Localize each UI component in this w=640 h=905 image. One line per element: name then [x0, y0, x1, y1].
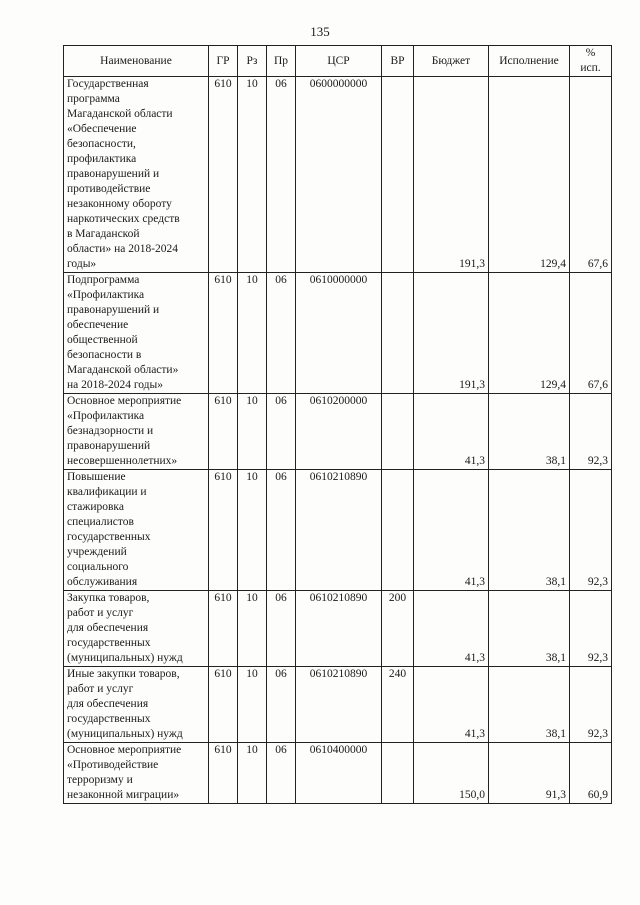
row-csr: 0610000000 [296, 273, 382, 394]
table-header-row [64, 46, 612, 77]
row-vr: 200 [382, 591, 414, 667]
row-pr: 06 [267, 743, 296, 804]
row-pr: 06 [267, 273, 296, 394]
row-rz: 10 [238, 77, 267, 273]
row-execution: 38,1 [489, 591, 570, 667]
header-rz: Рз [238, 46, 267, 77]
row-pr: 06 [267, 591, 296, 667]
header-percent: % исп. [570, 46, 612, 77]
row-rz: 10 [238, 273, 267, 394]
row-csr: 0610210890 [296, 591, 382, 667]
row-budget: 41,3 [414, 394, 489, 470]
budget-table [63, 45, 612, 804]
table-row [64, 470, 612, 591]
row-rz: 10 [238, 470, 267, 591]
row-vr [382, 743, 414, 804]
row-name: Иные закупки товаров, работ и услуг для обеспечения государственных (муниципальных) нужд [64, 667, 209, 743]
row-csr: 0610210890 [296, 470, 382, 591]
table-row [64, 743, 612, 804]
header-gr: ГР [209, 46, 238, 77]
row-budget: 191,3 [414, 77, 489, 273]
row-csr: 0610200000 [296, 394, 382, 470]
row-rz: 10 [238, 743, 267, 804]
row-name: Государственная программа Магаданской области «Обеспечение безопасности, профилактика правонарушений и противодействие незаконному обороту наркотических средств в Магаданской области» на 2018-2024 годы» [64, 77, 209, 273]
row-name: Основное мероприятие «Противодействие терроризму и незаконной миграции» [64, 743, 209, 804]
row-csr: 0610400000 [296, 743, 382, 804]
row-pr: 06 [267, 394, 296, 470]
row-csr: 0610210890 [296, 667, 382, 743]
header-csr: ЦСР [296, 46, 382, 77]
row-name: Подпрограмма «Профилактика правонарушений и обеспечение общественной безопасности в Магаданской области» на 2018-2024 годы» [64, 273, 209, 394]
row-percent: 92,3 [570, 591, 612, 667]
row-pr: 06 [267, 667, 296, 743]
row-budget: 191,3 [414, 273, 489, 394]
table-row [64, 77, 612, 273]
row-budget: 150,0 [414, 743, 489, 804]
row-execution: 129,4 [489, 273, 570, 394]
row-execution: 38,1 [489, 667, 570, 743]
header-vr: ВР [382, 46, 414, 77]
header-execution: Исполнение [489, 46, 570, 77]
row-percent: 92,3 [570, 667, 612, 743]
row-vr [382, 470, 414, 591]
row-percent: 92,3 [570, 394, 612, 470]
row-gr: 610 [209, 743, 238, 804]
row-execution: 38,1 [489, 394, 570, 470]
row-csr: 0600000000 [296, 77, 382, 273]
row-name: Основное мероприятие «Профилактика безнадзорности и правонарушений несовершеннолетних» [64, 394, 209, 470]
row-rz: 10 [238, 591, 267, 667]
row-vr: 240 [382, 667, 414, 743]
row-percent: 60,9 [570, 743, 612, 804]
table-row [64, 394, 612, 470]
table-row [64, 667, 612, 743]
row-gr: 610 [209, 591, 238, 667]
table-row [64, 273, 612, 394]
row-percent: 92,3 [570, 470, 612, 591]
row-execution: 91,3 [489, 743, 570, 804]
row-budget: 41,3 [414, 470, 489, 591]
row-gr: 610 [209, 273, 238, 394]
row-name: Повышение квалификации и стажировка специалистов государственных учреждений социального обслуживания [64, 470, 209, 591]
row-percent: 67,6 [570, 77, 612, 273]
row-gr: 610 [209, 77, 238, 273]
row-name: Закупка товаров, работ и услуг для обеспечения государственных (муниципальных) нужд [64, 591, 209, 667]
row-rz: 10 [238, 394, 267, 470]
row-gr: 610 [209, 394, 238, 470]
row-vr [382, 273, 414, 394]
header-pr: Пр [267, 46, 296, 77]
row-execution: 38,1 [489, 470, 570, 591]
header-budget: Бюджет [414, 46, 489, 77]
header-name: Наименование [64, 46, 209, 77]
row-rz: 10 [238, 667, 267, 743]
row-vr [382, 394, 414, 470]
table-row [64, 591, 612, 667]
row-pr: 06 [267, 77, 296, 273]
row-gr: 610 [209, 667, 238, 743]
row-percent: 67,6 [570, 273, 612, 394]
row-budget: 41,3 [414, 667, 489, 743]
row-execution: 129,4 [489, 77, 570, 273]
row-gr: 610 [209, 470, 238, 591]
page-number: 135 [310, 24, 330, 39]
row-budget: 41,3 [414, 591, 489, 667]
row-vr [382, 77, 414, 273]
row-pr: 06 [267, 470, 296, 591]
